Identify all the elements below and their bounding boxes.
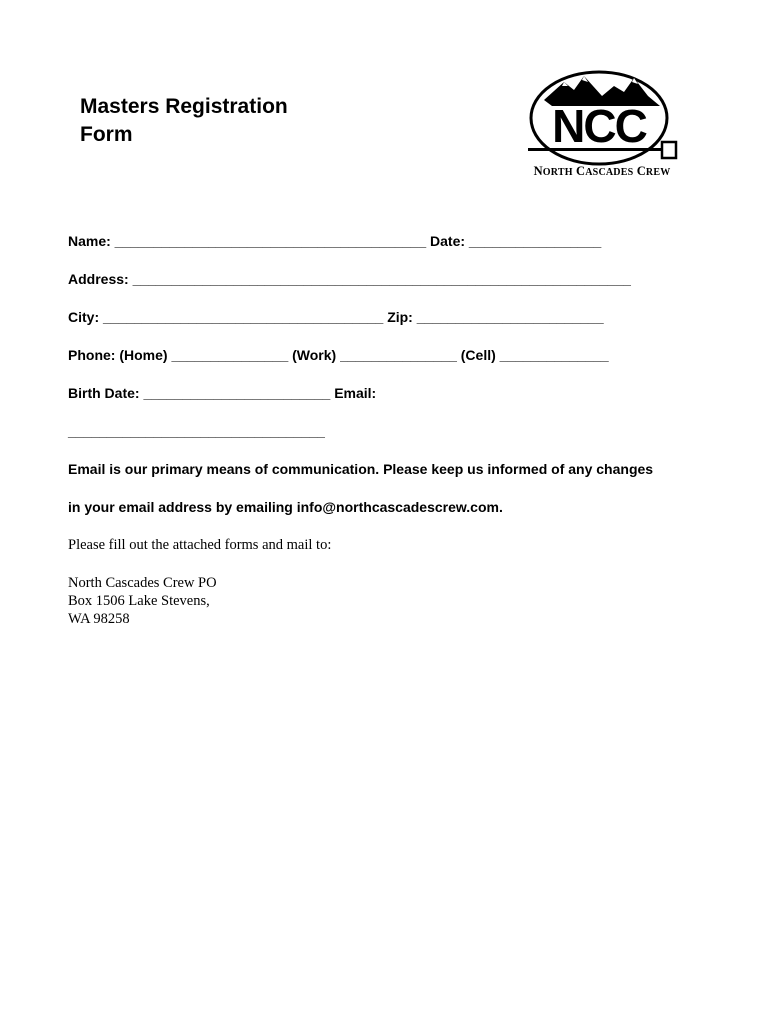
city-zip-line[interactable]: City: ____________________________________ Zip: ________________________: [68, 309, 604, 325]
mail-instructions: Please fill out the attached forms and mail to:: [68, 537, 332, 553]
address-line-1: North Cascades Crew PO: [68, 575, 217, 591]
title-line-2: Form: [80, 123, 133, 146]
name-date-line[interactable]: Name: ________________________________________ Date: _________________: [68, 233, 602, 249]
phone-line[interactable]: Phone: (Home) _______________ (Work) _______________ (Cell) ______________: [68, 347, 609, 363]
email-blank-line[interactable]: _________________________________: [68, 423, 325, 439]
birthdate-email-line[interactable]: Birth Date: ________________________ Email:: [68, 385, 377, 401]
logo-wordmark: NORTH CASCADES CREW: [533, 164, 671, 178]
page-title: [80, 93, 288, 149]
mailing-address: [68, 574, 217, 628]
logo-initials: NCC: [552, 100, 646, 152]
address-line-3: WA 98258: [68, 611, 130, 627]
title-line-1: Masters Registration: [80, 95, 288, 118]
logo-oar-blade: [662, 142, 676, 158]
email-notice-line-1: Email is our primary means of communication. Please keep us informed of any changes: [68, 461, 654, 477]
email-notice-line-2: in your email address by emailing info@northcascadescrew.com.: [68, 499, 503, 515]
address-line-2: Box 1506 Lake Stevens,: [68, 593, 210, 609]
address-line[interactable]: Address: ________________________________________________________________: [68, 271, 631, 287]
